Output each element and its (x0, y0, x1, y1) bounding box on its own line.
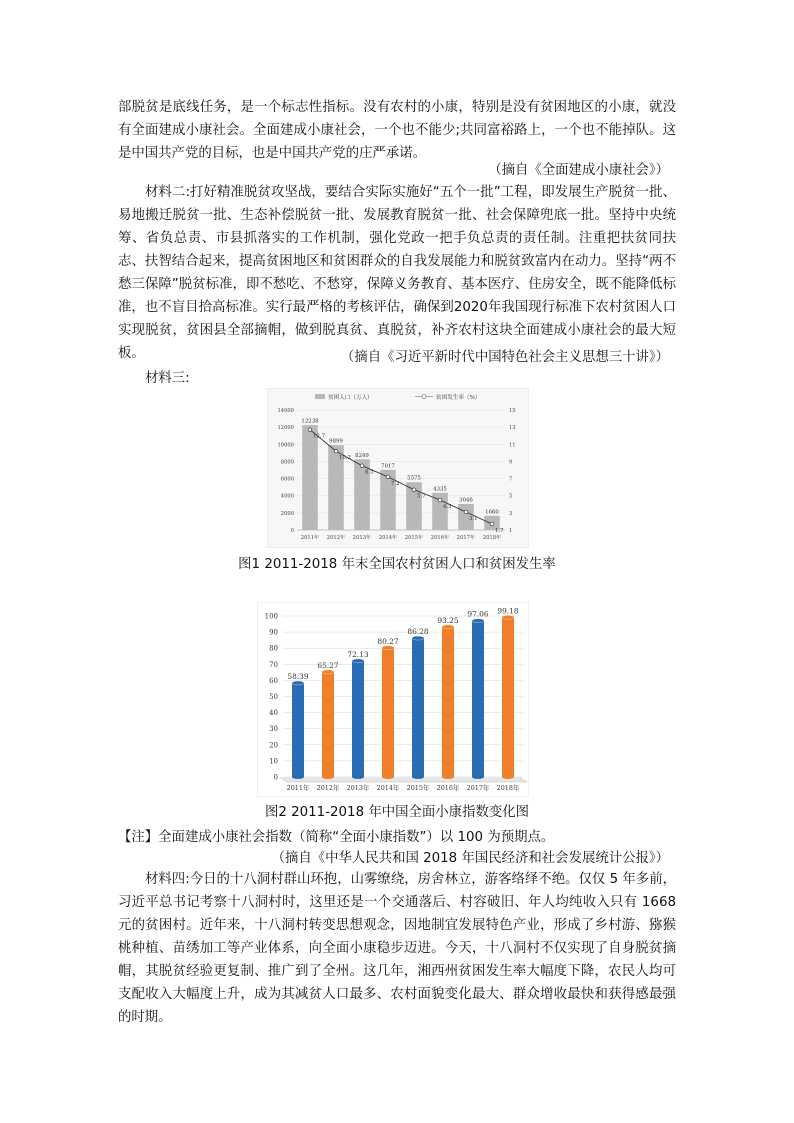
index-bar (292, 683, 304, 777)
rate-value-label: 4.5 (443, 504, 452, 510)
rate-value-label: 1.7 (495, 528, 504, 534)
y-right-tick-label: 5 (509, 493, 513, 500)
rate-point (464, 510, 468, 514)
y-right-tick-label: 1 (509, 528, 513, 534)
y-right-tick-label: 11 (509, 442, 516, 449)
rate-value-label: 3.1 (469, 516, 478, 522)
y-tick-label: 10 (269, 757, 278, 766)
legend-label-population: 贫困人口（万人） (328, 395, 373, 401)
x-tick-label: 2016年 (436, 784, 460, 792)
index-bar-base (502, 775, 514, 779)
y-tick-label: 80 (269, 644, 278, 653)
material-four-paragraph: 材料四:今日的十八洞村群山环抱，山雾缭绕，房舍林立，游客络绎不绝。仅仅 5 年多前，习近平总书记考察十八洞村时，这里还是一个交通落后、村容破旧、年人均纯收入只有 1668 元的贫困村。近年来，十八洞村转变思想观念，因地制宜发展特色产业，形成了乡村游、猕猴桃种植、苗绣加工等产业体系，向全面小康稳步迈进。今天，十八洞村不仅实现了自身脱贫摘帽，其脱贫经验更复制、推广到了全州。这几年，湘西州贫困发生率大幅度下降，农民人均可支配收入大幅度上升，成为其减贫人口最多、农村面貌变化最大、群众增收最快和获得感最强的时期。 (118, 872, 676, 1025)
x-tick-label: 2012年 (316, 784, 340, 792)
source-material-three: （摘自《中华人民共和国 2018 年国民经济和社会发展统计公报》） (271, 851, 669, 866)
y-tick-label: 70 (269, 660, 278, 669)
index-bar (322, 672, 334, 777)
y-right-tick-label: 7 (509, 476, 513, 483)
source-material-two: （摘自《习近平新时代中国特色社会主义思想三十讲》） (340, 350, 669, 365)
y-left-tick-label: 2000 (280, 510, 294, 517)
y-tick-label: 40 (269, 709, 278, 718)
y-left-tick-label: 0 (290, 528, 294, 534)
figure2-caption: 图2 2011-2018 年中国全面小康指数变化图 (264, 805, 530, 820)
index-bar (412, 638, 424, 777)
x-tick-label: 2011年 (300, 535, 320, 541)
y-right-tick-label: 3 (509, 510, 513, 517)
legend-swatch-bar (315, 394, 325, 399)
x-tick-label: 2018年 (496, 784, 520, 792)
index-bar (382, 648, 394, 777)
index-bar-top (292, 681, 304, 685)
x-tick-label: 2017年 (466, 784, 490, 792)
index-value-label: 86.28 (407, 627, 429, 637)
population-value-label: 1660 (485, 509, 499, 516)
x-tick-label: 2017年 (456, 535, 476, 541)
index-bar-top (442, 625, 454, 629)
index-bar-base (382, 775, 394, 779)
index-bar-base (412, 775, 424, 779)
population-value-label: 9899 (329, 438, 343, 445)
rate-value-label: 5.7 (417, 493, 426, 500)
index-bar (442, 627, 454, 777)
y-tick-label: 60 (269, 676, 278, 685)
index-bar-base (442, 775, 454, 779)
rate-point (334, 449, 338, 453)
population-value-label: 4335 (433, 486, 447, 493)
index-bar-base (322, 775, 334, 779)
material-three-label: 材料三: (145, 371, 190, 386)
poverty-population-chart (267, 388, 529, 548)
x-tick-label: 2014年 (378, 535, 398, 541)
y-left-tick-label: 10000 (277, 442, 294, 449)
index-bar-top (322, 670, 334, 674)
legend-label-rate: 贫困发生率（%） (436, 395, 481, 401)
population-value-label: 12238 (301, 418, 319, 425)
y-left-tick-label: 6000 (280, 476, 294, 483)
x-tick-label: 2018年 (482, 535, 502, 541)
x-tick-label: 2015年 (404, 535, 424, 541)
x-tick-label: 2012年 (326, 535, 346, 541)
index-value-label: 80.27 (377, 636, 399, 646)
y-left-tick-label: 14000 (277, 408, 294, 414)
material-one-tail: 部脱贫是底线任务，是一个标志性指标。没有农村的小康，特别是没有贫困地区的小康，就没有全面建成小康社会。全面建成小康社会，一个也不能少;共同富裕路上，一个也不能掉队。这是中国共产党的目标，也是中国共产党的庄严承诺。 (118, 100, 676, 161)
population-value-label: 3046 (459, 497, 473, 504)
x-tick-label: 2016年 (430, 535, 450, 541)
rate-value-label: 8.5 (365, 469, 374, 476)
y-tick-label: 30 (269, 725, 278, 734)
xiaokang-index-chart (257, 602, 529, 797)
y-right-tick-label: 9 (509, 459, 513, 466)
y-tick-label: 100 (264, 612, 278, 621)
y-left-tick-label: 8000 (280, 459, 294, 466)
rate-point (438, 498, 442, 502)
index-bar-base (472, 775, 484, 779)
index-bar-top (352, 659, 364, 663)
y-left-tick-label: 4000 (280, 493, 294, 500)
x-tick-label: 2013年 (346, 784, 370, 792)
population-bar (302, 425, 318, 530)
index-value-label: 99.18 (497, 606, 519, 616)
y-tick-label: 20 (269, 741, 278, 750)
y-tick-label: 0 (273, 773, 278, 782)
legend-marker (422, 395, 426, 399)
index-note: 【注】全面建成小康社会指数（简称“全面小康指数”）以 100 为预期点。 (118, 830, 555, 845)
rate-value-label: 7.2 (391, 480, 400, 487)
rate-point (412, 488, 416, 492)
index-bar-top (412, 636, 424, 640)
rate-point (360, 464, 364, 468)
index-bar-base (292, 775, 304, 779)
population-value-label: 8249 (355, 452, 369, 459)
index-bar-top (472, 619, 484, 623)
y-tick-label: 50 (269, 693, 278, 701)
rate-value-label: 10.2 (339, 455, 352, 462)
rate-point (490, 522, 494, 526)
figure1-caption: 图1 2011-2018 年末全国农村贫困人口和贫困发生率 (238, 557, 556, 572)
y-right-tick-label: 13 (509, 425, 516, 432)
index-value-label: 97.06 (467, 609, 489, 619)
x-tick-label: 2014年 (376, 784, 400, 792)
index-value-label: 58.39 (287, 671, 309, 681)
rate-point (386, 475, 390, 479)
index-bar (472, 621, 484, 777)
source-material-one: （摘自《全面建成小康社会》） (488, 163, 669, 178)
index-bar-top (502, 615, 514, 619)
population-value-label: 7017 (381, 463, 395, 470)
y-left-tick-label: 12000 (277, 425, 294, 432)
x-tick-label: 2015年 (406, 784, 430, 792)
y-tick-label: 90 (269, 628, 278, 637)
index-bar (352, 661, 364, 777)
rate-value-label: 12.7 (313, 433, 326, 440)
x-tick-label: 2011年 (286, 784, 310, 792)
material-two-paragraph: 材料二:打好精准脱贫攻坚战，要结合实际实施好“五个一批”工程，即发展生产脱贫一批、易地搬迁脱贫一批、生态补偿脱贫一批、发展教育脱贫一批、社会保障兜底一批。坚持中央统筹、省负总责、市县抓落实的工作机制，强化党政一把手负总责的责任制。注重把扶贫同扶志、扶智结合起来，提高贫困地区和贫困群众的自我发展能力和脱贫致富内在动力。坚持“两不愁三保障”脱贫标准，即不愁吃、不愁穿，保障义务教育、基本医疗、住房安全，既不能降低标准，也不盲目拾高标准。实行最严格的考核评估，确保到2020年我国现行标准下农村贫困人口实现脱贫，贫困县全部摘帽，做到脱真贫、真脱贫，补齐农村这块全面建成小康社会的最大短板。 (118, 185, 676, 361)
index-value-label: 72.13 (347, 649, 369, 659)
index-value-label: 93.25 (437, 615, 459, 625)
rate-point (308, 428, 312, 432)
chart-floor (279, 777, 527, 782)
x-tick-label: 2013年 (352, 535, 372, 541)
population-value-label: 5575 (407, 475, 421, 482)
index-bar (502, 617, 514, 777)
index-bar-top (382, 646, 394, 650)
index-bar-base (352, 775, 364, 779)
y-right-tick-label: 15 (509, 408, 516, 414)
index-value-label: 65.27 (317, 660, 339, 670)
